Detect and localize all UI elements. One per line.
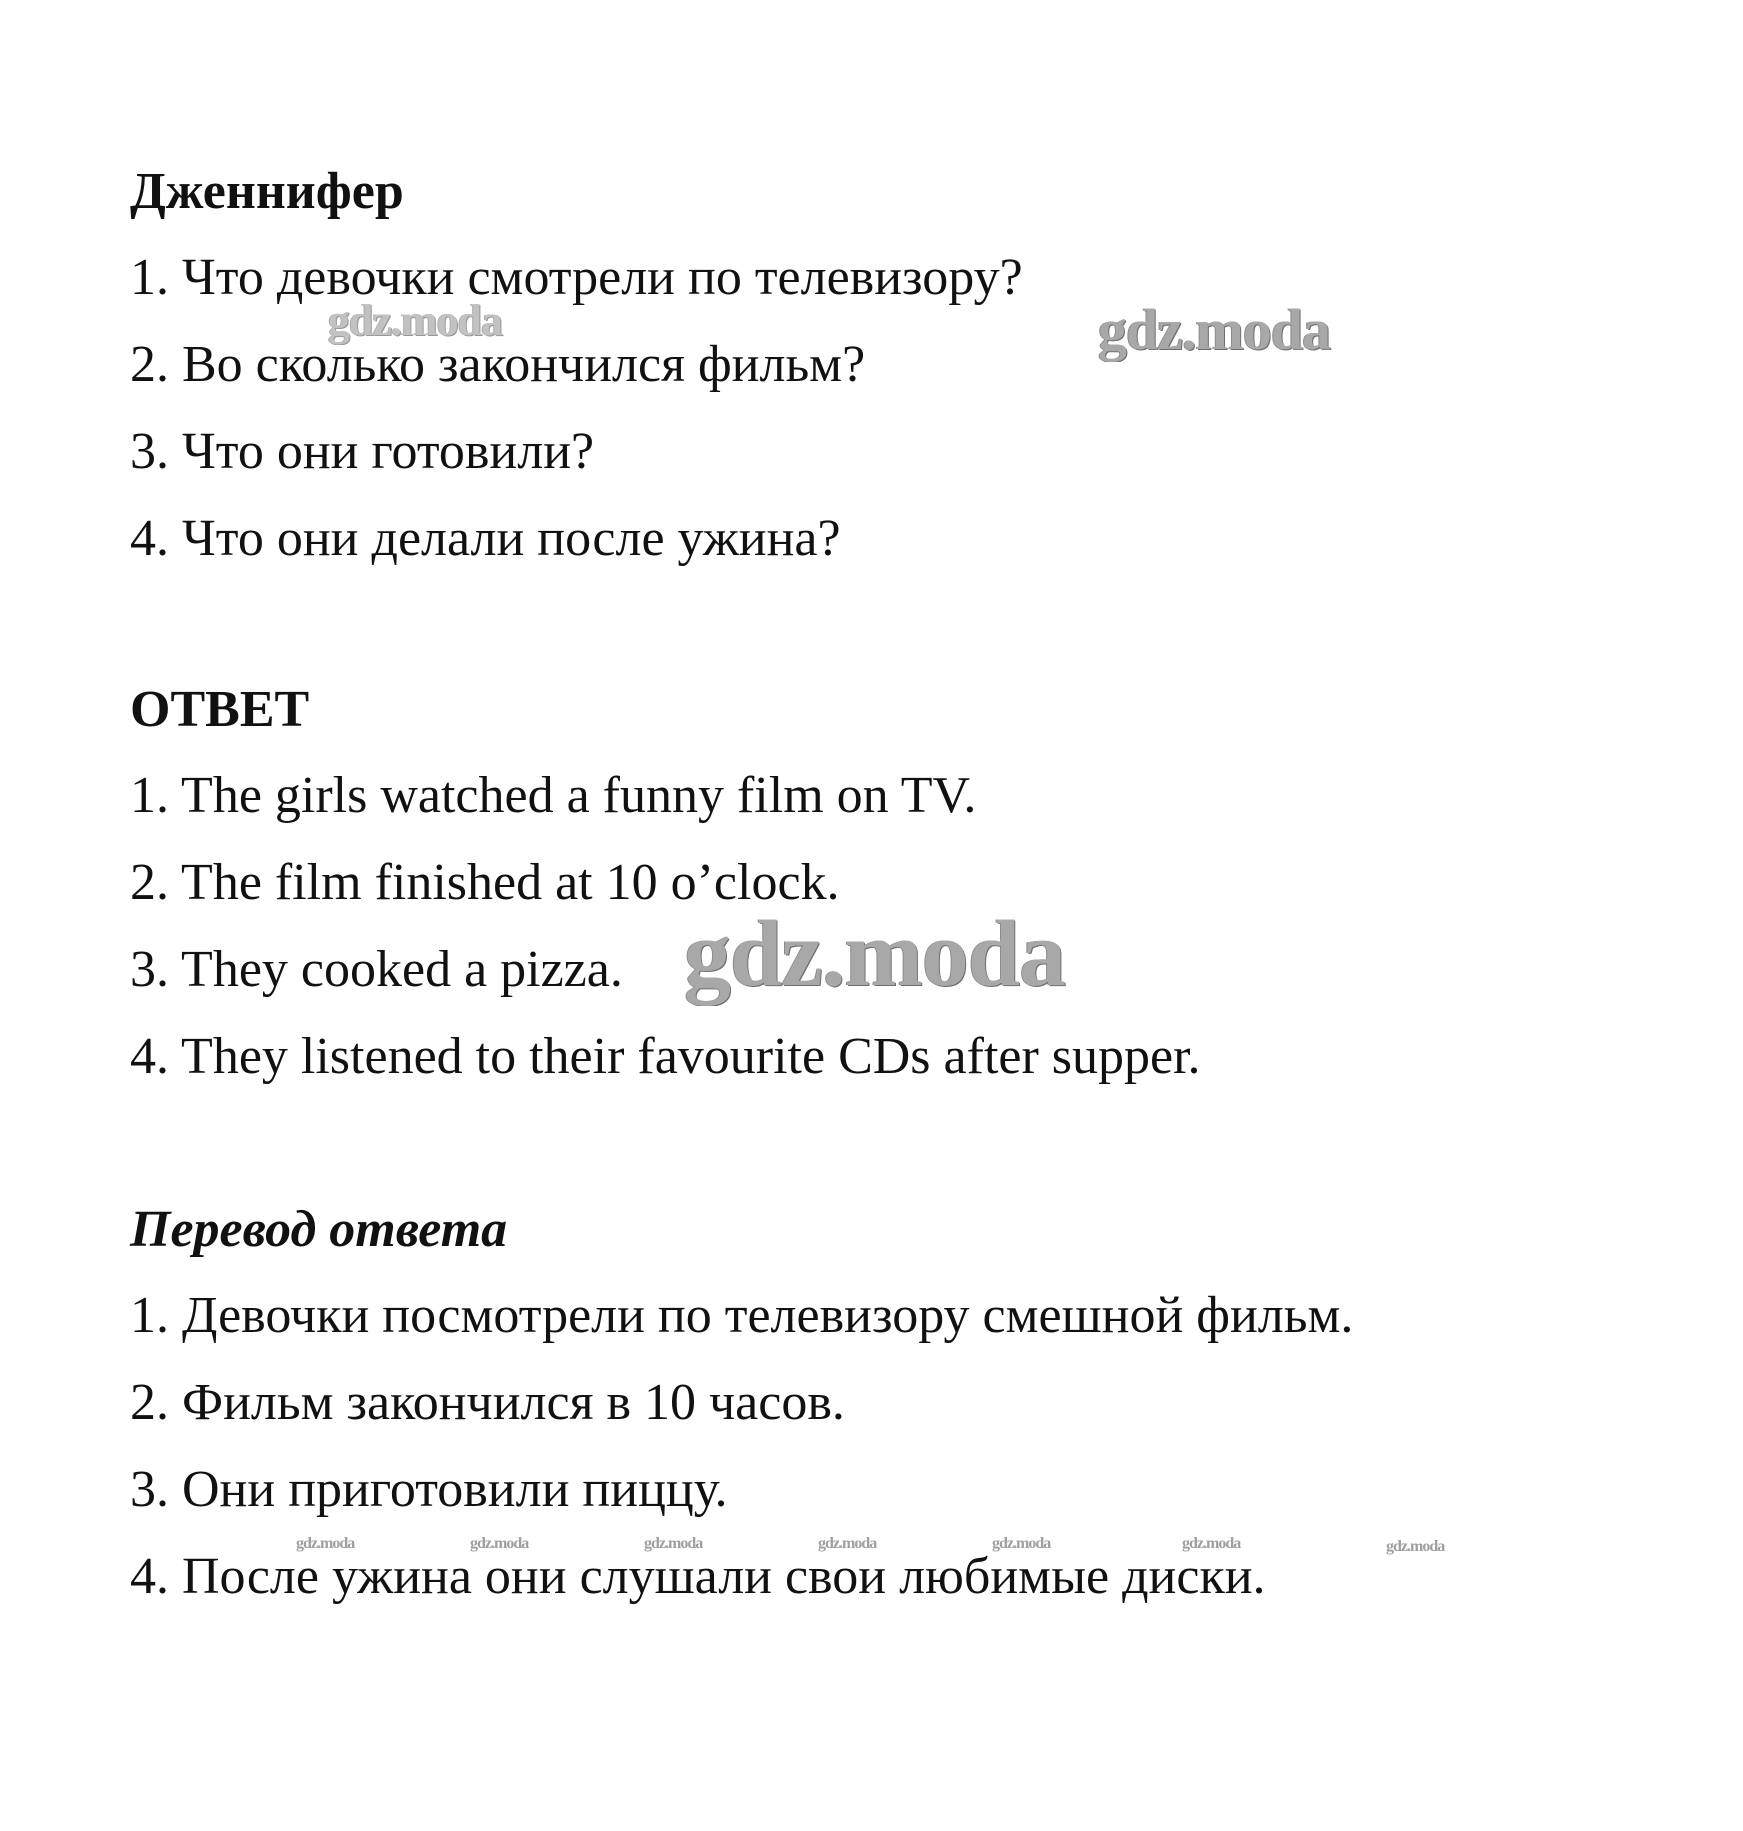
question-item-3: 3. Что они готовили? [130, 423, 595, 480]
question-item-2: 2. Во сколько закончился фильм? [130, 336, 866, 393]
answer-item-4: 4. They listened to their favourite CDs after supper. [130, 1028, 1201, 1085]
watermark: gdz.moda [296, 1535, 355, 1552]
answer-item-3: 3. They cooked a pizza. [130, 941, 623, 998]
watermark: gdz.moda [328, 296, 503, 345]
translation-item-2: 2. Фильм закончился в 10 часов. [130, 1374, 845, 1431]
translation-heading: Перевод ответа [130, 1201, 508, 1258]
watermark: gdz.moda [1098, 297, 1331, 362]
watermark: gdz.moda [1182, 1535, 1241, 1552]
questions-section [130, 162, 1610, 596]
translation-section [130, 1200, 1610, 1634]
watermark: gdz.moda [992, 1535, 1051, 1552]
answer-heading: ОТВЕТ [130, 681, 310, 738]
question-item-1: 1. Что девочки смотрели по телевизору? [130, 249, 1023, 306]
watermark: gdz.moda [644, 1535, 703, 1552]
translation-item-1: 1. Девочки посмотрели по телевизору смешной фильм. [130, 1287, 1354, 1344]
watermark: gdz.moda [684, 902, 1066, 1006]
answer-section [130, 680, 1610, 1114]
translation-item-4: 4. После ужина они слушали свои любимые диски. [130, 1548, 1266, 1605]
watermark: gdz.moda [1386, 1538, 1445, 1555]
answer-item-1: 1. The girls watched a funny film on TV. [130, 767, 977, 824]
watermark: gdz.moda [818, 1535, 877, 1552]
questions-heading: Дженнифер [130, 163, 404, 220]
question-item-4: 4. Что они делали после ужина? [130, 510, 841, 567]
answer-item-2: 2. The film finished at 10 o’clock. [130, 854, 840, 911]
translation-item-3: 3. Они приготовили пиццу. [130, 1461, 728, 1518]
watermark: gdz.moda [470, 1535, 529, 1552]
